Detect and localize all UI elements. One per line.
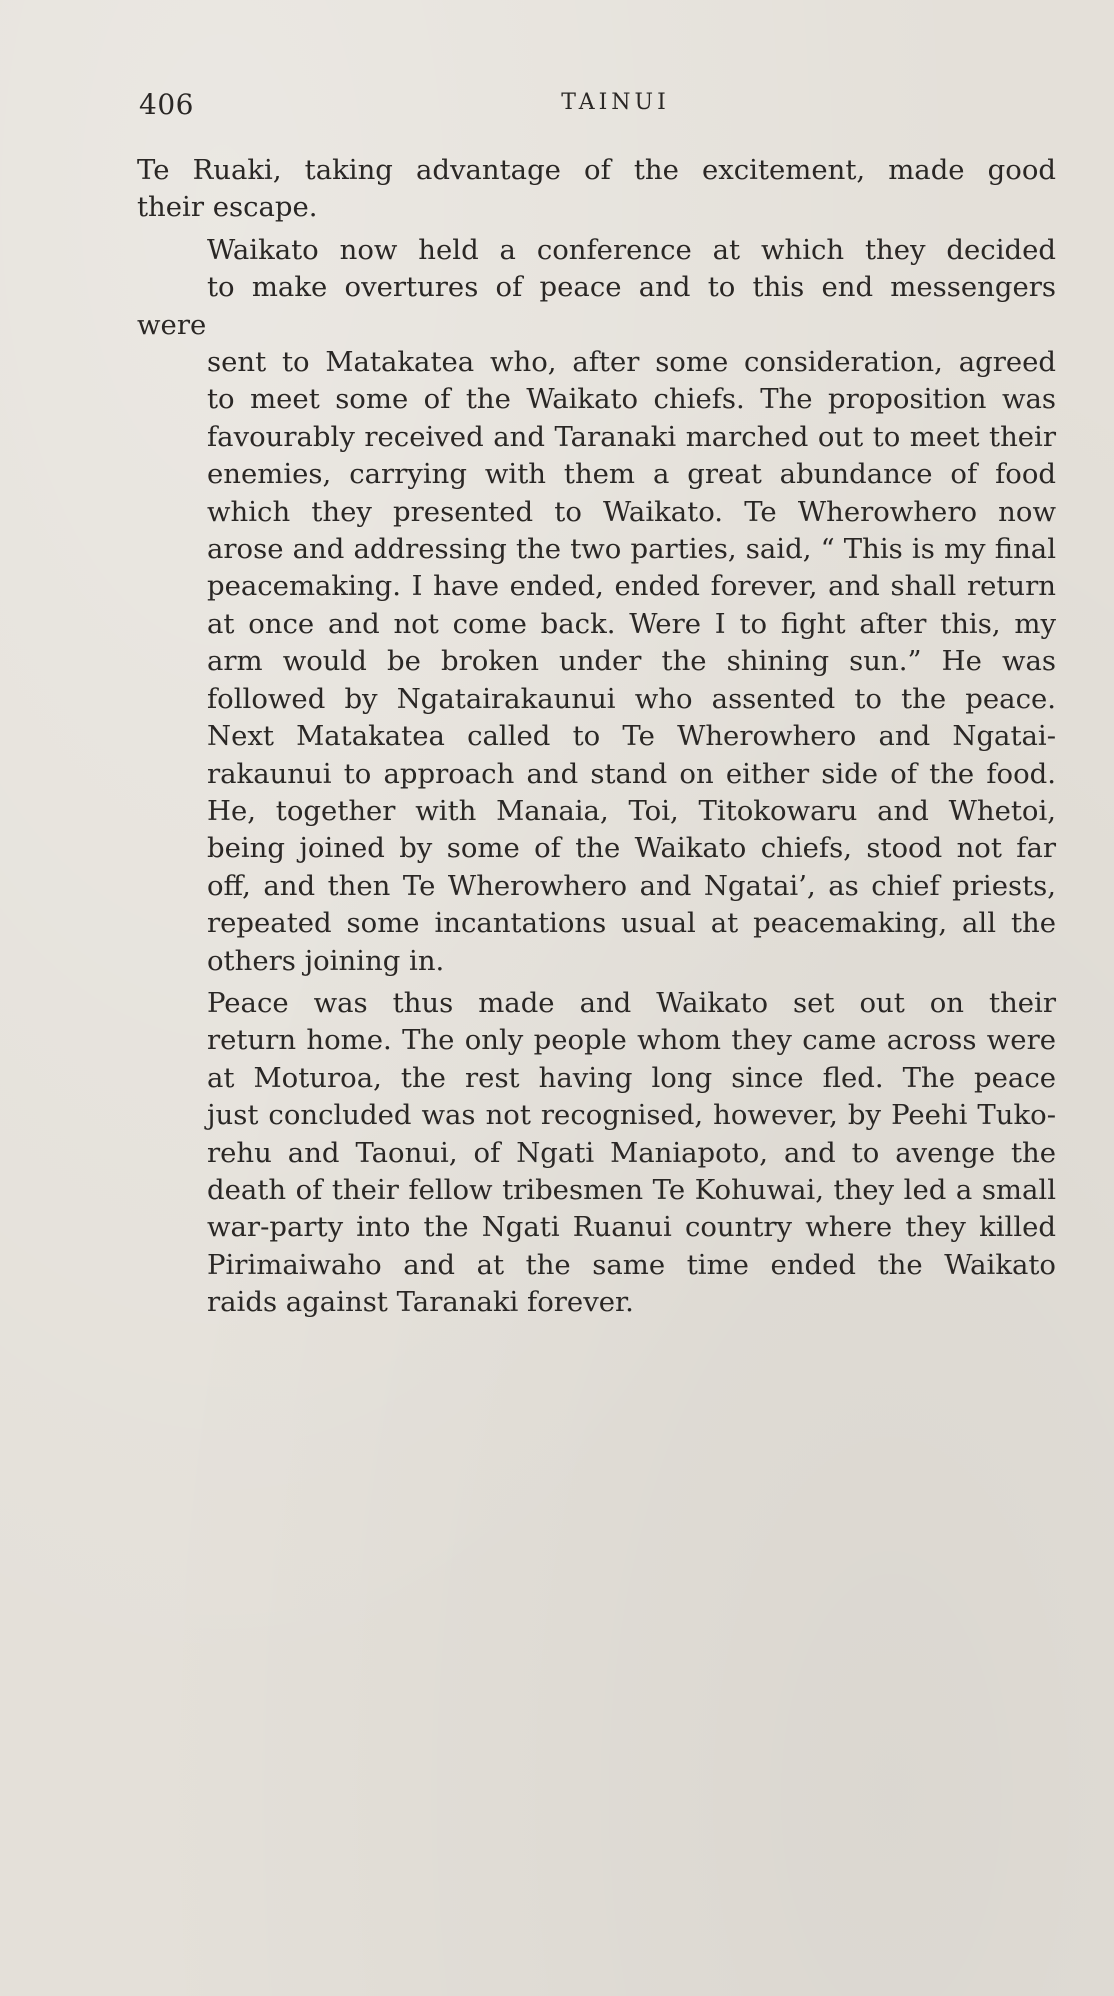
- text-line: arm would be broken under the shining sun.” He was: [207, 645, 1056, 678]
- running-head: TAINUI: [561, 90, 670, 115]
- paragraph: [137, 152, 1056, 227]
- text-line: rakaunui to approach and stand on either side of the food.: [207, 757, 1056, 790]
- text-line: just concluded was not recognised, however, by Peehi Tuko-: [207, 1099, 1056, 1132]
- text-line: Waikato now held a conference at which they decided: [207, 233, 1056, 266]
- text-line: He, together with Manaia, Toi, Titokowaru and Whetoi,: [207, 794, 1056, 827]
- text-line: at once and not come back. Were I to fight after this, my: [207, 607, 1056, 640]
- text-line: Peace was thus made and Waikato set out on their: [207, 986, 1056, 1019]
- text-line: to meet some of the Waikato chiefs. The proposition was: [207, 383, 1056, 416]
- text-line: peacemaking. I have ended, ended forever, and shall return: [207, 570, 1056, 603]
- text-line: which they presented to Waikato. Te Wherowhero now: [207, 495, 1056, 528]
- text-line: followed by Ngatairakaunui who assented to the peace.: [207, 682, 1056, 715]
- paragraph: [137, 985, 1056, 1322]
- text-line: Te Ruaki, taking advantage of the excitement, made good: [137, 154, 1056, 186]
- text-line: their escape.: [137, 191, 318, 224]
- body-text: [137, 152, 1056, 1327]
- text-line: rehu and Taonui, of Ngati Maniapoto, and to avenge the: [207, 1136, 1056, 1169]
- text-line: Next Matakatea called to Te Wherowhero and Ngatai-: [207, 720, 1056, 753]
- text-line: enemies, carrying with them a great abundance of food: [207, 458, 1056, 491]
- text-line: war-party into the Ngati Ruanui country where they killed: [207, 1211, 1056, 1244]
- text-line: to make overtures of peace and to this end messengers were: [137, 271, 1056, 341]
- text-line: off, and then Te Wherowhero and Ngatai’, as chief priests,: [207, 869, 1056, 902]
- page-number: 406: [139, 88, 194, 121]
- text-line: return home. The only people whom they came across were: [207, 1024, 1056, 1057]
- paragraph: [137, 232, 1056, 980]
- text-line: death of their fellow tribesmen Te Kohuwai, they led a small: [207, 1173, 1056, 1206]
- text-line: Pirimaiwaho and at the same time ended the Waikato: [207, 1248, 1056, 1281]
- text-line: at Moturoa, the rest having long since fled. The peace: [207, 1061, 1056, 1094]
- text-line: being joined by some of the Waikato chiefs, stood not far: [207, 832, 1056, 865]
- text-line: raids against Taranaki forever.: [207, 1286, 634, 1319]
- text-line: others joining in.: [207, 944, 445, 977]
- text-line: repeated some incantations usual at peacemaking, all the: [207, 907, 1056, 940]
- text-line: arose and addressing the two parties, said, “ This is my final: [207, 533, 1056, 566]
- text-line: favourably received and Taranaki marched out to meet their: [207, 420, 1056, 453]
- text-line: sent to Matakatea who, after some consideration, agreed: [207, 346, 1056, 379]
- page-header: [139, 88, 1056, 128]
